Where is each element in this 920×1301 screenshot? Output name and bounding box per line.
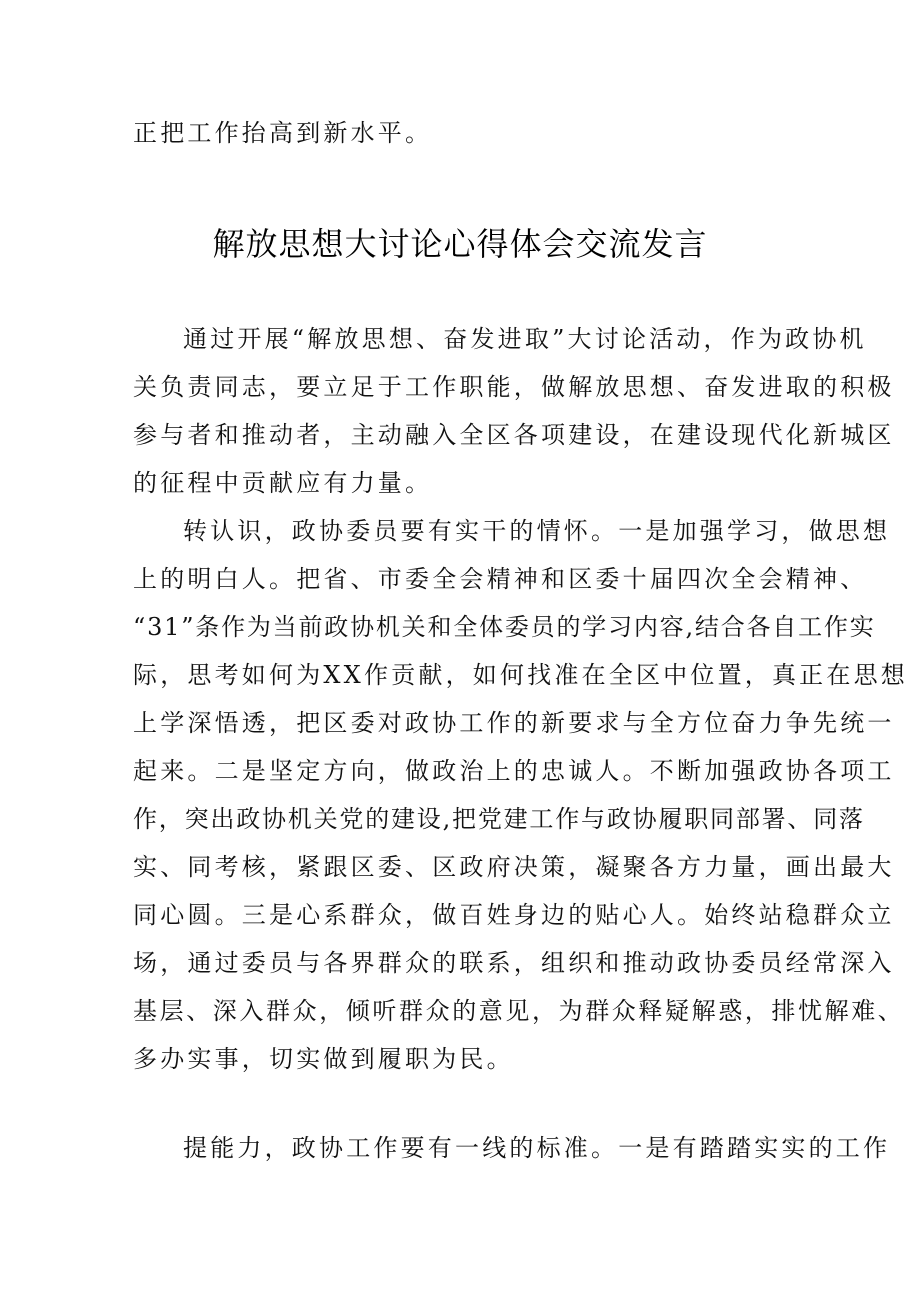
- paragraph-line: 关负责同志，要立足于工作职能，做解放思想、奋发进取的积极: [133, 373, 895, 401]
- paragraph-line: 转认识，政协委员要有实干的情怀。一是加强学习，做思想: [183, 517, 891, 545]
- paragraph-line: 起来。二是坚定方向，做政治上的忠诚人。不断加强政协各项工: [133, 757, 895, 785]
- paragraph-line: 通过开展“解放思想、奋发进取”大讨论活动，作为政协机: [183, 325, 867, 353]
- paragraph-line: 同心圆。三是心系群众，做百姓身边的贴心人。始终站稳群众立: [133, 901, 895, 929]
- paragraph-line: 上学深悟透，把区委对政协工作的新要求与全方位奋力争先统一: [133, 709, 895, 737]
- paragraph-line: 基层、深入群众，倾听群众的意见，为群众释疑解惑，排忧解难、: [133, 997, 905, 1025]
- paragraph-line: 作，突出政协机关党的建设,把党建工作与政协履职同部署、同落: [133, 805, 865, 833]
- paragraph-line: 参与者和推动者，主动融入全区各项建设，在建设现代化新城区: [133, 421, 895, 449]
- paragraph-line: 上的明白人。把省、市委全会精神和区委十届四次全会精神、: [133, 565, 868, 593]
- paragraph-line: 多办实事，切实做到履职为民。: [133, 1045, 514, 1073]
- continuation-text: 正把工作抬高到新水平。: [133, 119, 433, 147]
- paragraph-line: 场，通过委员与各界群众的联系，组织和推动政协委员经常深入: [133, 949, 895, 977]
- paragraph-line: 际，思考如何为XX作贡献，如何找准在全区中位置，真正在思想: [133, 661, 908, 689]
- paragraph-line: 的征程中贡献应有力量。: [133, 469, 433, 497]
- paragraph-line: 实、同考核，紧跟区委、区政府决策，凝聚各方力量，画出最大: [133, 853, 895, 881]
- paragraph-line: “31”条作为当前政协机关和全体委员的学习内容,结合各自工作实: [133, 613, 876, 641]
- page-title: 解放思想大讨论心得体会交流发言: [212, 225, 708, 263]
- paragraph-line: 提能力，政协工作要有一线的标准。一是有踏踏实实的工作: [183, 1134, 891, 1162]
